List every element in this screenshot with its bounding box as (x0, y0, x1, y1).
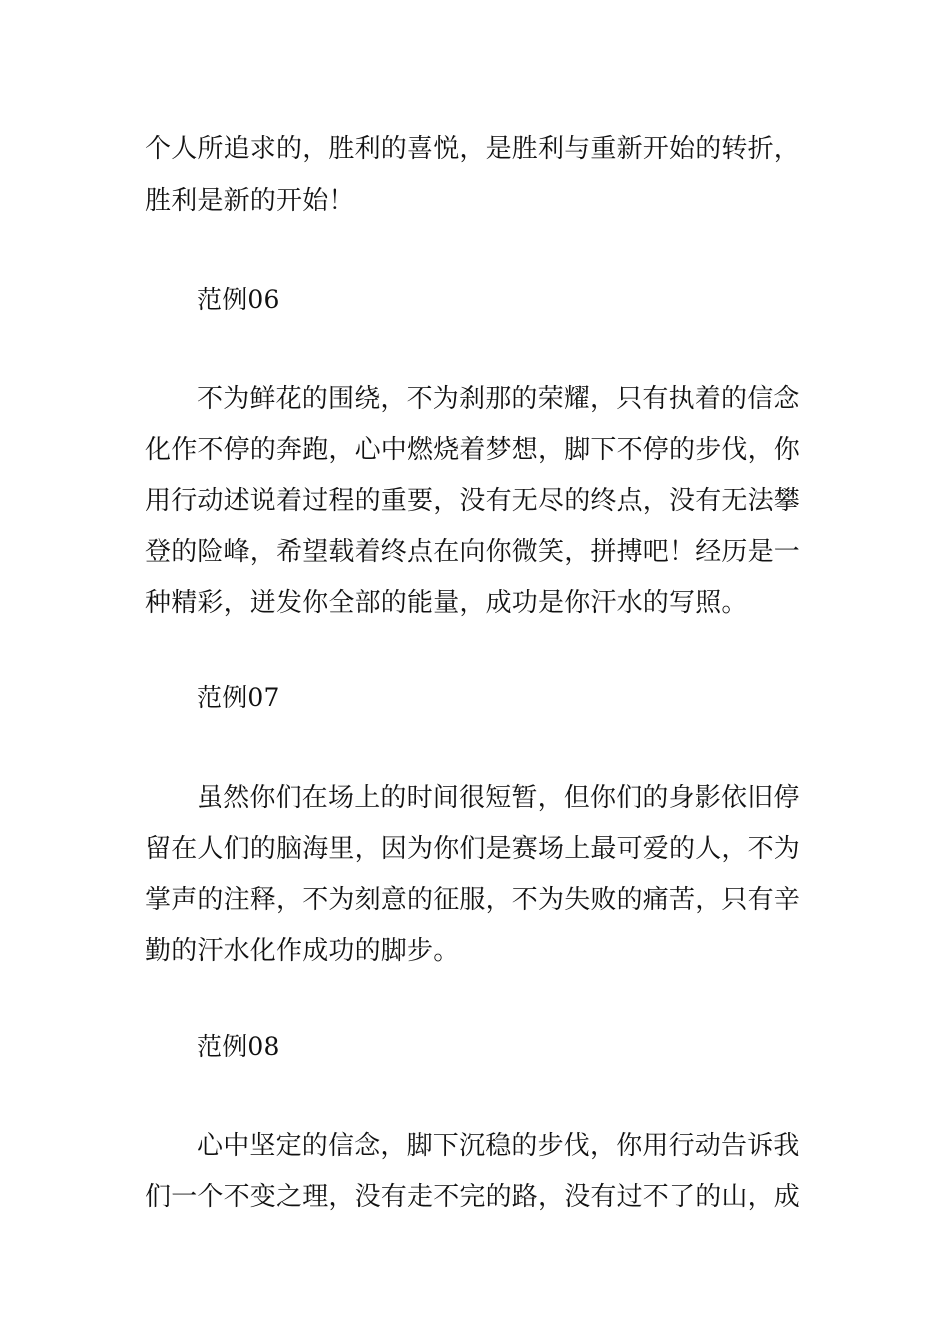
paragraph-line: 种精彩，迸发你全部的能量，成功是你汗水的写照。 (145, 588, 748, 618)
paragraph-line: 登的险峰，希望载着终点在向你微笑，拼搏吧！经历是一 (145, 537, 801, 567)
paragraph-line: 化作不停的奔跑，心中燃烧着梦想，脚下不停的步伐，你 (145, 435, 801, 465)
paragraph-line: 用行动述说着过程的重要，没有无尽的终点，没有无法攀 (145, 486, 801, 516)
paragraph-line: 虽然你们在场上的时间很短暂，但你们的身影依旧停 (197, 783, 800, 813)
section-heading: 范例07 (197, 683, 280, 712)
paragraph-line: 留在人们的脑海里，因为你们是赛场上最可爱的人，不为 (145, 834, 801, 864)
section-heading: 范例08 (197, 1032, 280, 1061)
section-heading: 范例06 (197, 285, 280, 314)
paragraph-line: 勤的汗水化作成功的脚步。 (145, 936, 460, 966)
paragraph-line: 们一个不变之理，没有走不完的路，没有过不了的山，成 (145, 1182, 801, 1212)
paragraph-line: 掌声的注释，不为刻意的征服，不为失败的痛苦，只有辛 (145, 885, 801, 915)
paragraph-line: 胜利是新的开始！ (145, 186, 355, 216)
paragraph-line: 不为鲜花的围绕，不为刹那的荣耀，只有执着的信念 (197, 384, 800, 414)
paragraph-line: 心中坚定的信念，脚下沉稳的步伐，你用行动告诉我 (197, 1131, 800, 1161)
paragraph-line: 个人所追求的，胜利的喜悦，是胜利与重新开始的转折， (145, 134, 801, 164)
